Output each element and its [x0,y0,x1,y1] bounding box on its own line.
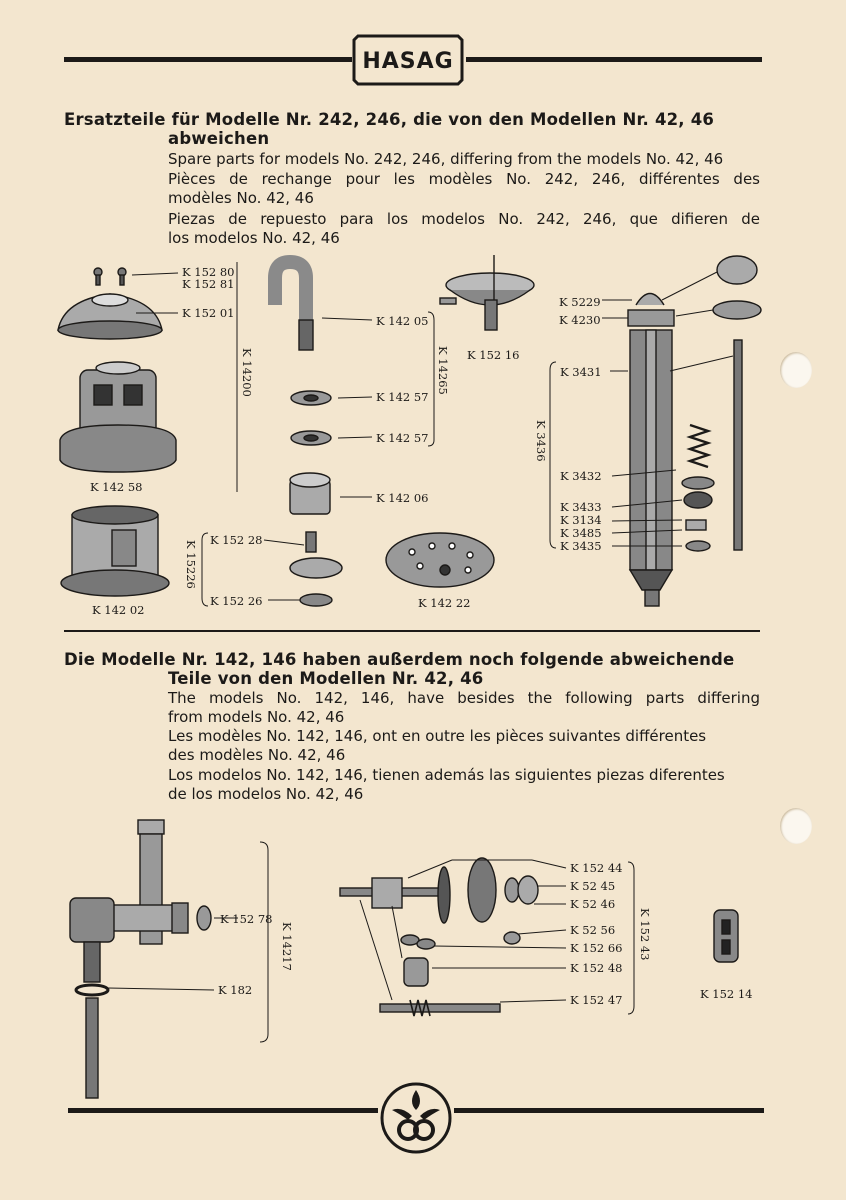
footer-rule-right [454,1108,764,1113]
label-k3134: K 3134 [560,513,602,527]
label-k15214: K 152 14 [700,987,753,1001]
label-k14257b: K 142 57 [376,431,429,445]
label-k4230: K 4230 [559,313,601,327]
label-k15247: K 152 47 [570,993,623,1007]
label-k14202: K 142 02 [92,603,145,617]
section2-es-1: Los modelos No. 142, 146, tienen además las siguientes piezas diferentes [168,766,725,784]
tee-fitting-icon [70,820,211,1098]
section1-fr-2: modèles No. 42, 46 [168,189,314,207]
label-k15216: K 152 16 [467,348,520,362]
label-k14265: K 14265 [436,346,450,395]
section2-heading-line1: Die Modelle Nr. 142, 146 haben außerdem noch folgende abweichende [64,650,735,669]
label-k15226grp: K 15226 [184,540,198,589]
label-k15280: K 152 80 [182,265,235,279]
label-k14217: K 14217 [280,922,294,971]
label-k3485: K 3485 [560,526,602,540]
label-k3436: K 3436 [534,420,548,462]
regulator-assembly-icon [340,858,538,1016]
label-k14206: K 142 06 [376,491,429,505]
label-k14257a: K 142 57 [376,390,429,404]
footer-rule-left [68,1108,378,1113]
label-k15201: K 152 01 [182,306,235,320]
label-k14200: K 14200 [240,348,254,397]
logo-text: HASAG [362,49,454,74]
hasag-emblem [378,1080,454,1156]
section2-fr-2: des modèles No. 42, 46 [168,746,346,764]
section2-es-2: de los modelos No. 42, 46 [168,785,364,803]
section2-en-2: from models No. 42, 46 [168,708,345,726]
label-k5245: K 52 45 [570,879,616,893]
label-k15243: K 152 43 [638,908,652,961]
label-k15278: K 152 78 [220,912,273,926]
label-k3432: K 3432 [560,469,602,483]
section2-fr-1: Les modèles No. 142, 146, ont en outre les pièces suivantes différentes [168,727,707,745]
section1-es-1: Piezas de repuesto para los modelos No. 242, 246, que difieren de [168,210,760,228]
section2-en-1: The models No. 142, 146, have besides the following parts differing [168,689,760,707]
label-k14205: K 142 05 [376,314,429,328]
small-fitting-icon [714,910,738,962]
label-k5229: K 5229 [559,295,601,309]
label-k15248: K 152 48 [570,961,623,975]
label-k15266: K 152 66 [570,941,623,955]
label-k15244: K 152 44 [570,861,623,875]
label-k3433: K 3433 [560,500,602,514]
label-k3435: K 3435 [560,539,602,553]
section1-heading-line2: abweichen [168,129,270,148]
section1-en: Spare parts for models No. 242, 246, differing from the models No. 42, 46 [168,150,724,168]
label-k15281: K 152 81 [182,277,235,291]
label-k3431: K 3431 [560,365,602,379]
section2-heading-line2: Teile von den Modellen Nr. 42, 46 [168,669,484,688]
section1-fr-1: Pièces de rechange pour les modèles No. 242, 246, différentes des [168,170,760,188]
label-k5256: K 52 56 [570,923,616,937]
label-k5246: K 52 46 [570,897,616,911]
label-k182: K 182 [218,983,253,997]
section1-es-2: los modelos No. 42, 46 [168,229,340,247]
section1-heading-line1: Ersatzteile für Modelle Nr. 242, 246, die von den Modellen Nr. 42, 46 [64,110,715,129]
label-k14222: K 142 22 [418,596,471,610]
label-k14258: K 142 58 [90,480,143,494]
label-k15228: K 152 28 [210,533,263,547]
label-k15226: K 152 26 [210,594,263,608]
